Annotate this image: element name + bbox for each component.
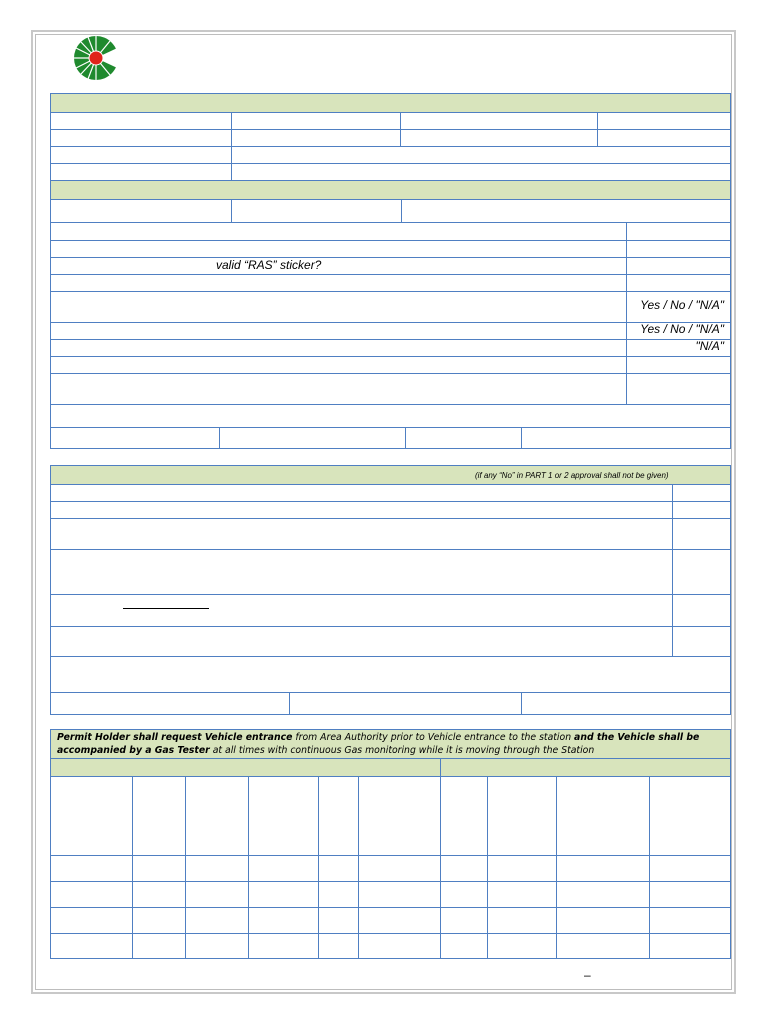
footer-mark: – [584,968,591,982]
part2-header-band [50,180,731,200]
signature-underline [123,608,209,609]
company-logo-icon [72,33,128,81]
answer-options-1: Yes / No / "N/A" [640,298,724,312]
answer-na: "N/A" [695,339,724,353]
approval-note: (if any “No” in PART 1 or 2 approval shall not be given) [475,471,669,480]
vehicle-subheader-band [50,758,731,777]
answer-options-2: Yes / No / "N/A" [640,322,724,336]
ras-sticker-question: valid “RAS” sticker? [216,258,322,272]
vehicle-log-table [50,776,731,959]
vehicle-entrance-note: Permit Holder shall request Vehicle entrance from Area Authority prior to Vehicle entrance to the station and the Vehicle shall be accompanied by a Gas Tester at all times with continuous Gas monitoring while it is moving through the Station [57,732,700,756]
part1-header-band [50,93,731,113]
